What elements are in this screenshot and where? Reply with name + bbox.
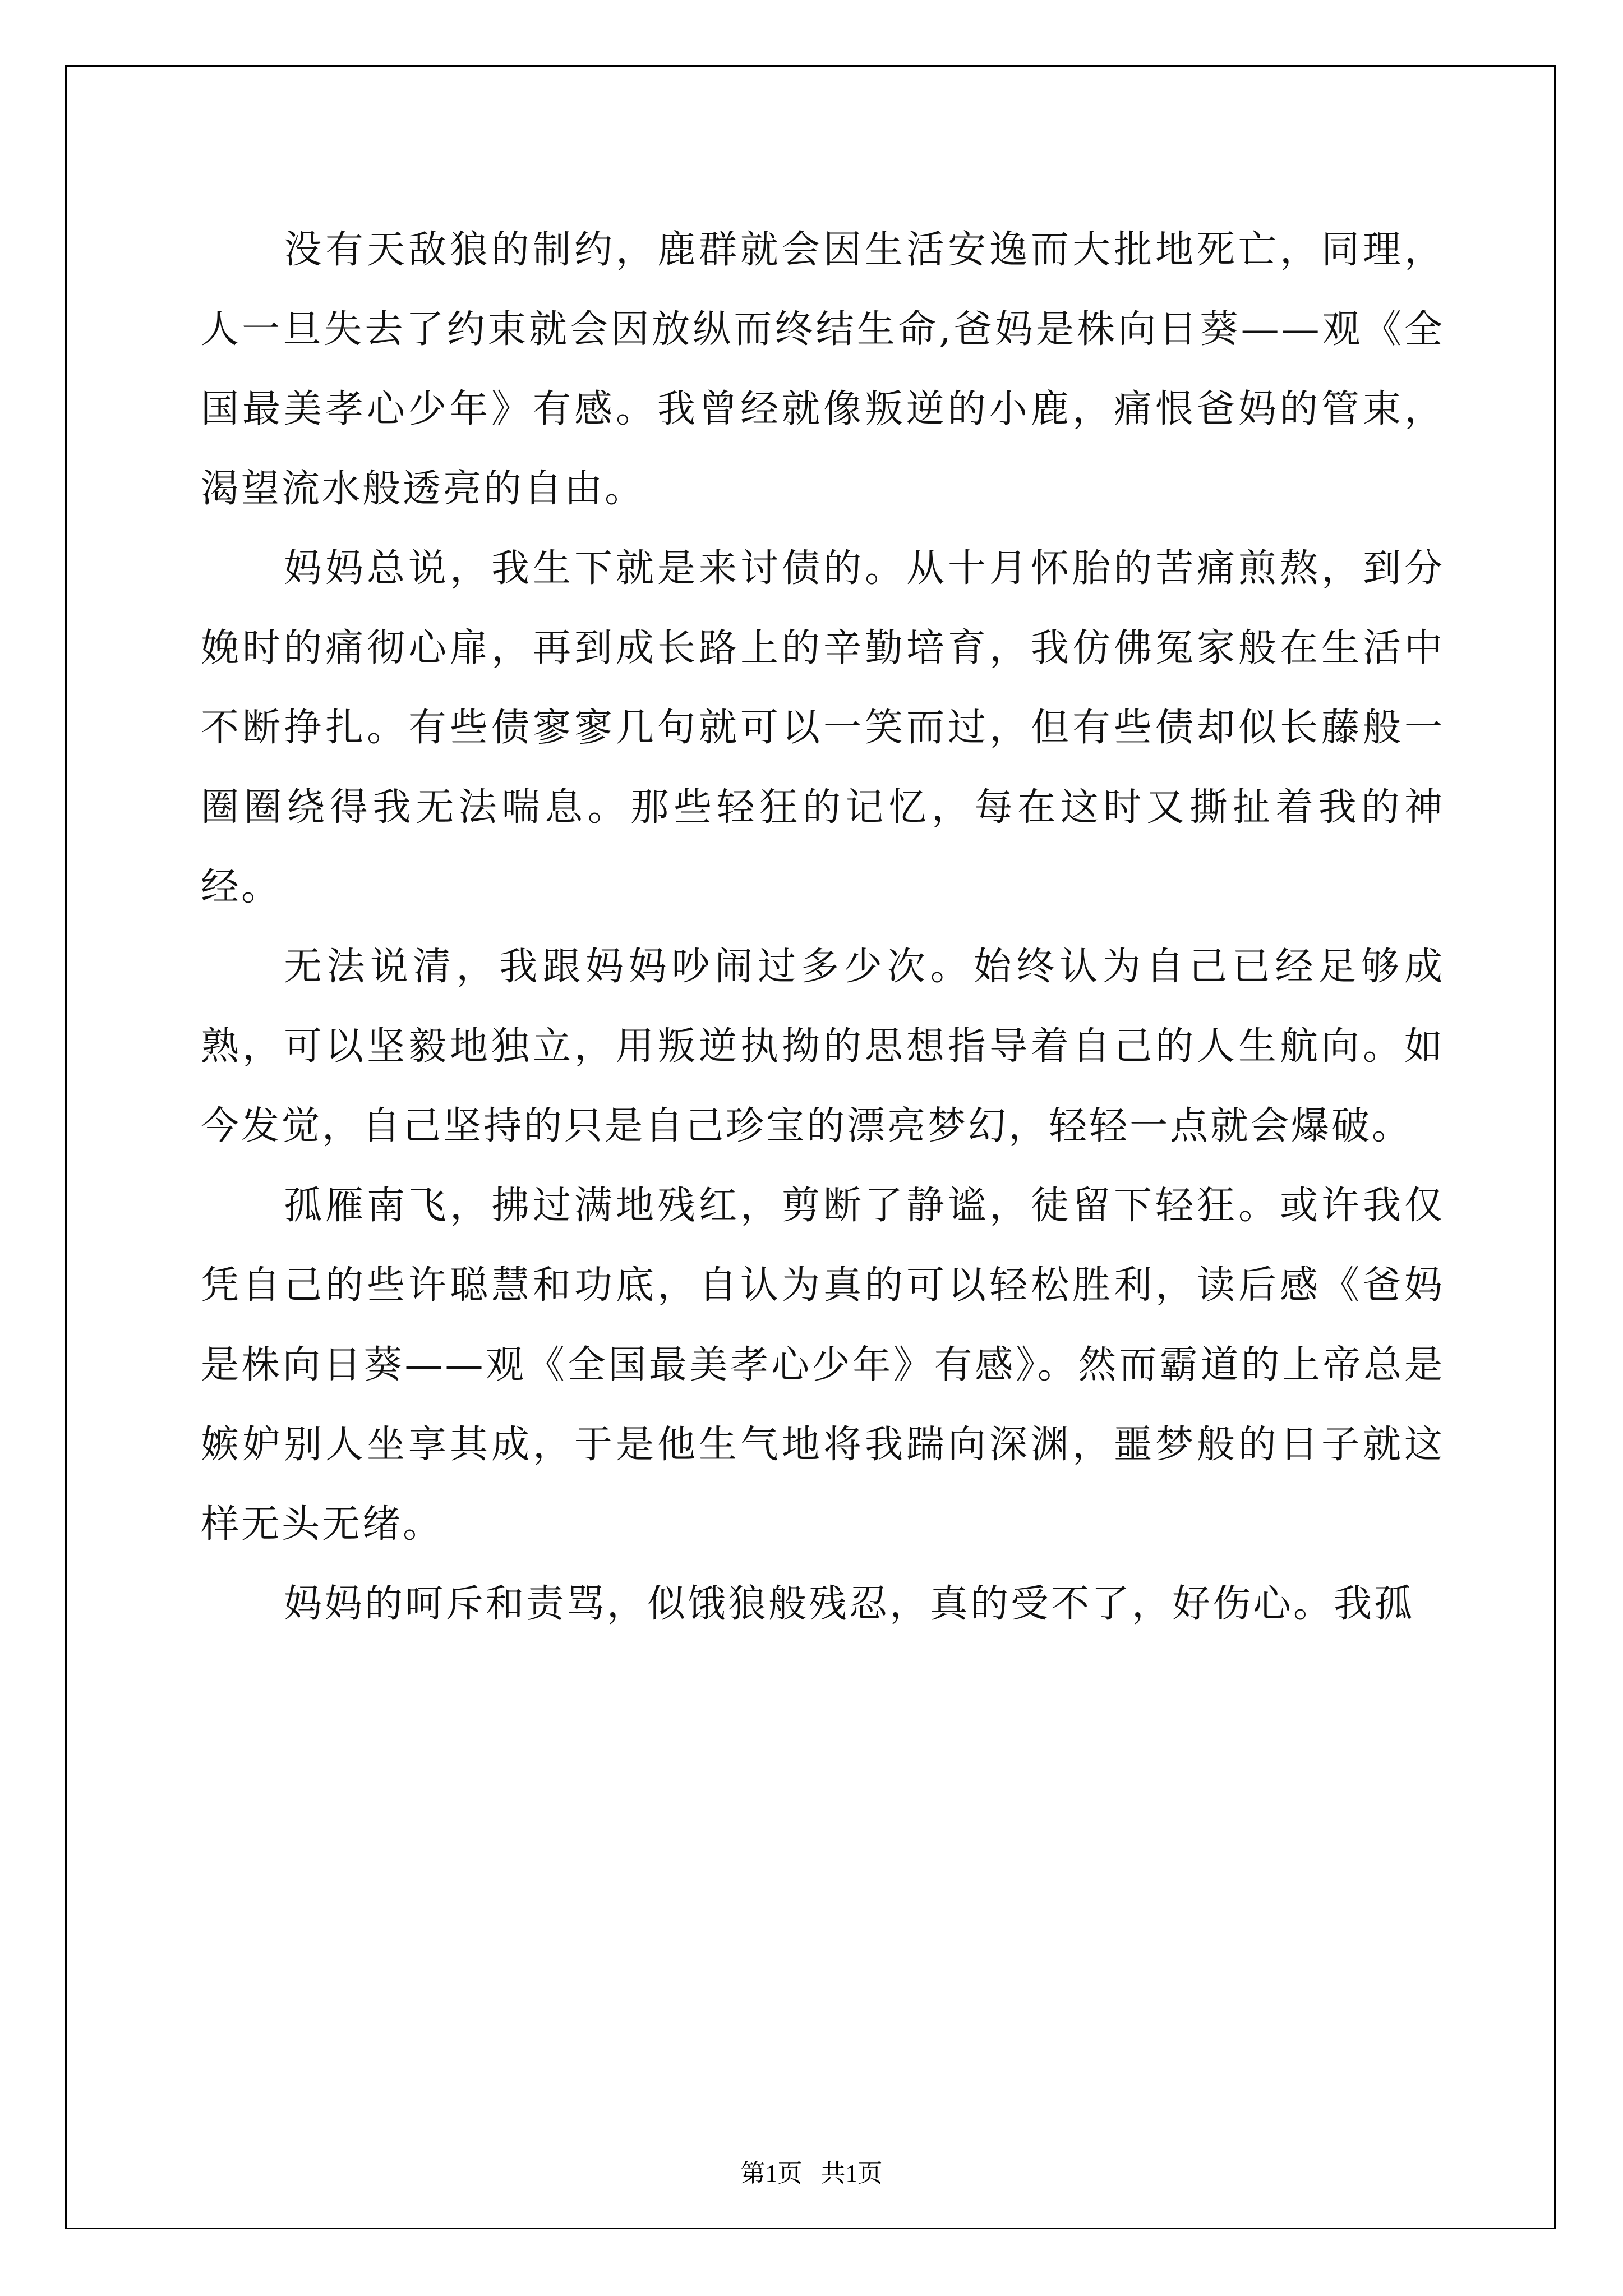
document-body <box>201 210 1445 1644</box>
page-number-footer: 第1页 共1页 <box>740 2160 883 2187</box>
paragraph-5: 妈妈的呵斥和责骂，似饿狼般残忍，真的受不了，好伤心。我孤 <box>284 1582 1415 1626</box>
paragraph-2: 妈妈总说，我生下就是来讨债的。从十月怀胎的苦痛煎熬，到分娩时的痛彻心扉，再到成长路上的辛勤培育，我仿佛冤家般在生活中不断挣扎。有些债寥寥几句就可以一笑而过，但有些债却似长藤般一圈圈绕得我无法喘息。那些轻狂的记忆，每在这时又撕扯着我的神经。 <box>201 546 1445 909</box>
paragraph-4: 孤雁南飞，拂过满地残红，剪断了静谧，徒留下轻狂。或许我仅凭自己的些许聪慧和功底，自认为真的可以轻松胜利，读后感《爸妈是株向日葵——观《全国最美孝心少年》有感》。然而霸道的上帝总是嫉妒别人坐享其成，于是他生气地将我踹向深渊，噩梦般的日子就这样无头无绪。 <box>201 1184 1445 1547</box>
paragraph-3: 无法说清，我跟妈妈吵闹过多少次。始终认为自己已经足够成熟，可以坚毅地独立，用叛逆执拗的思想指导着自己的人生航向。如今发觉，自己坚持的只是自己珍宝的漂亮梦幻，轻轻一点就会爆破。 <box>201 945 1445 1148</box>
paragraph-1: 没有天敌狼的制约，鹿群就会因生活安逸而大批地死亡，同理，人一旦失去了约束就会因放纵而终结生命,爸妈是株向日葵——观《全国最美孝心少年》有感。我曾经就像叛逆的小鹿，痛恨爸妈的管束，渴望流水般透亮的自由。 <box>201 228 1445 511</box>
